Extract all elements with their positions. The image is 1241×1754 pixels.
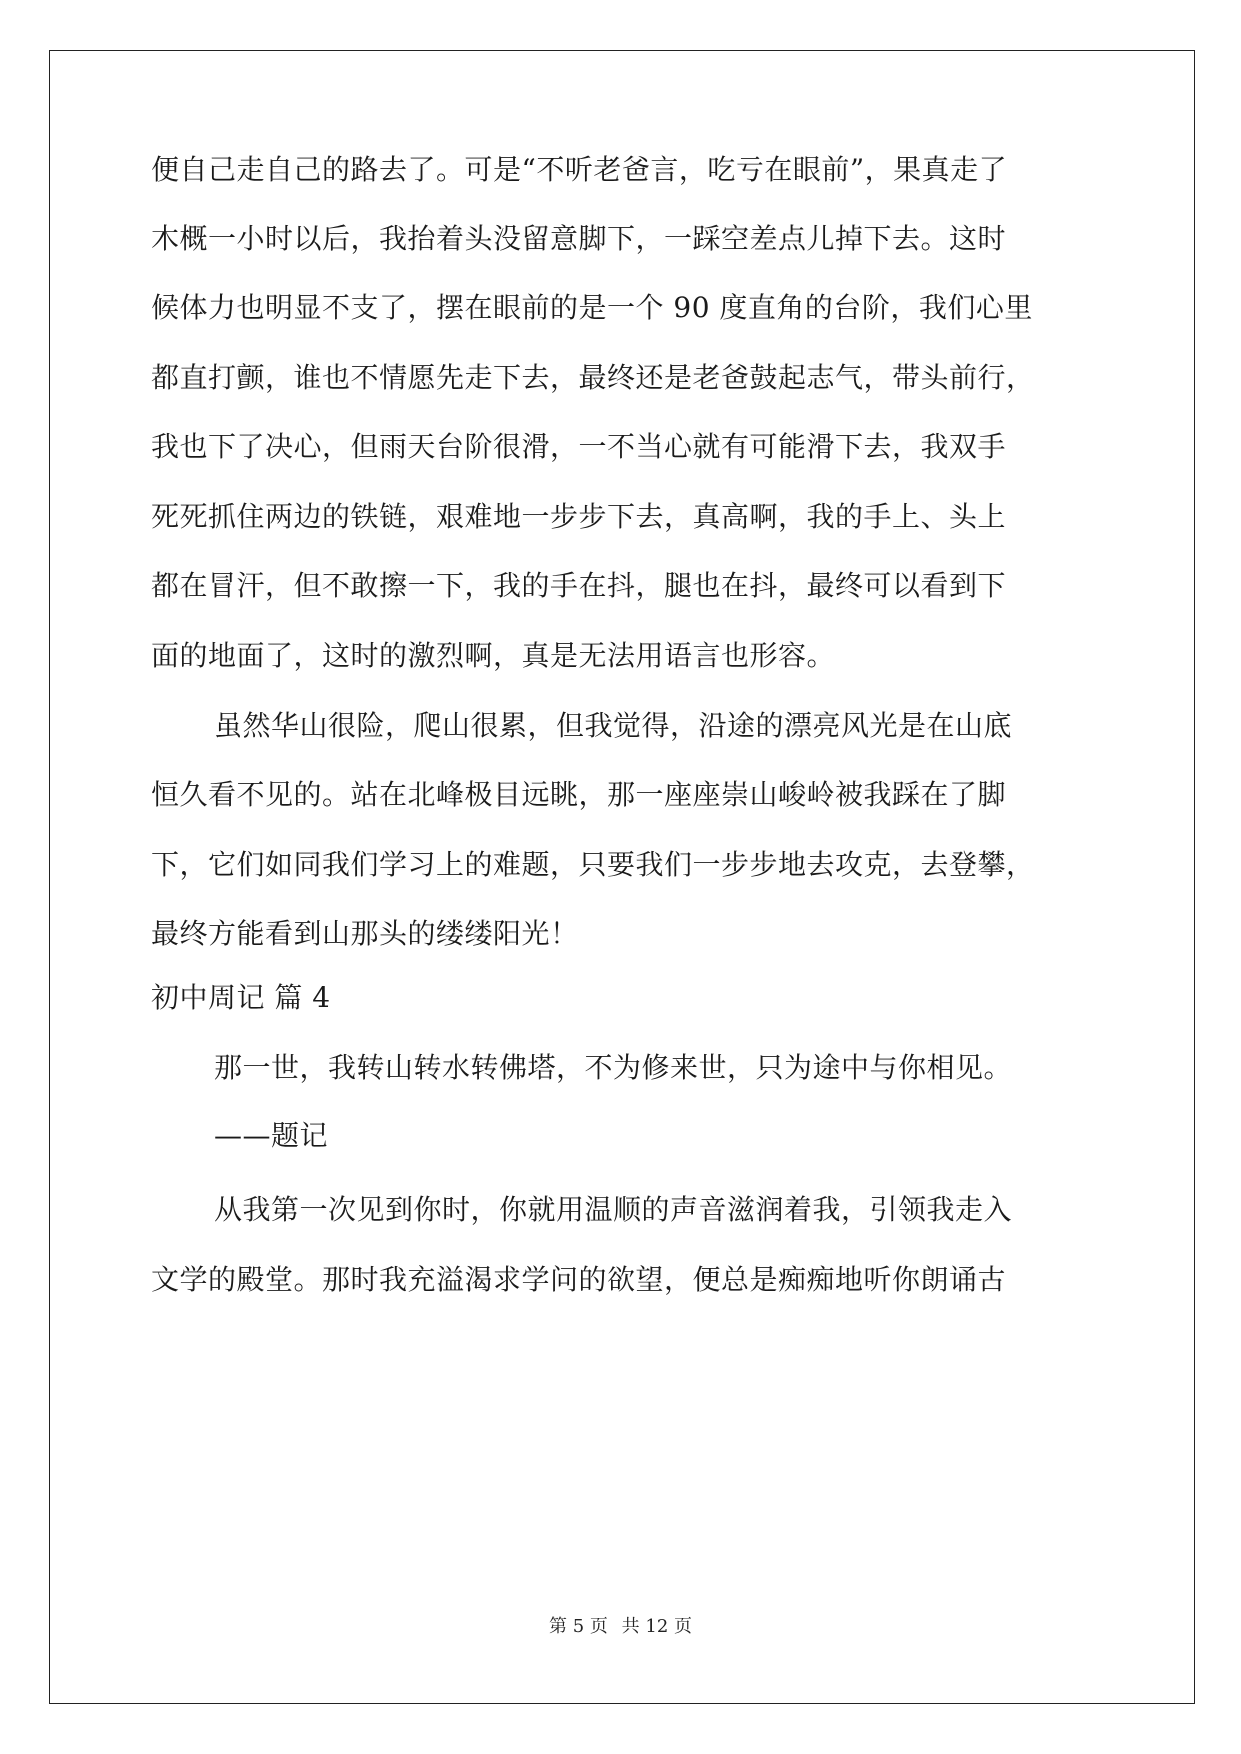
- paragraph-line: 木概一小时以后，我抬着头没留意脚下，一踩空差点儿掉下去。这时: [151, 222, 1007, 255]
- paragraph-line: 虽然华山很险，爬山很累，但我觉得，沿途的漂亮风光是在山底: [214, 709, 1013, 742]
- page-number: 第 5 页: [549, 1616, 608, 1637]
- epigraph-attribution: ——题记: [214, 1119, 329, 1152]
- paragraph-line: 候体力也明显不支了，摆在眼前的是一个 90 度直角的台阶，我们心里: [151, 291, 1033, 324]
- paragraph-line: 最终方能看到山那头的缕缕阳光！: [151, 917, 579, 950]
- paragraph-line: 下，它们如同我们学习上的难题，只要我们一步步地去攻克，去登攀，: [151, 848, 1035, 881]
- paragraph-line: 便自己走自己的路去了。可是“不听老爸言，吃亏在眼前”，果真走了: [151, 153, 1008, 186]
- paragraph-line: 面的地面了，这时的激烈啊，真是无法用语言也形容。: [151, 639, 836, 672]
- paragraph-line: 我也下了决心，但雨天台阶很滑，一不当心就有可能滑下去，我双手: [151, 430, 1007, 463]
- paragraph-line: 死死抓住两边的铁链，艰难地一步步下去，真高啊，我的手上、头上: [151, 500, 1007, 533]
- paragraph-line: 恒久看不见的。站在北峰极目远眺，那一座座崇山峻岭被我踩在了脚: [151, 778, 1007, 811]
- paragraph-line: 文学的殿堂。那时我充溢渴求学问的欲望，便总是痴痴地听你朗诵古: [151, 1263, 1007, 1296]
- page-footer: [0, 1612, 1241, 1638]
- section-title: 初中周记 篇 4: [151, 981, 331, 1014]
- paragraph-line: 都直打颤，谁也不情愿先走下去，最终还是老爸鼓起志气，带头前行，: [151, 361, 1035, 394]
- epigraph: 那一世，我转山转水转佛塔，不为修来世，只为途中与你相见。: [214, 1051, 1013, 1084]
- paragraph-line: 都在冒汗，但不敢擦一下，我的手在抖，腿也在抖，最终可以看到下: [151, 569, 1007, 602]
- paragraph-line: 从我第一次见到你时，你就用温顺的声音滋润着我，引领我走入: [214, 1193, 1013, 1226]
- page-total: 共 12 页: [621, 1616, 692, 1637]
